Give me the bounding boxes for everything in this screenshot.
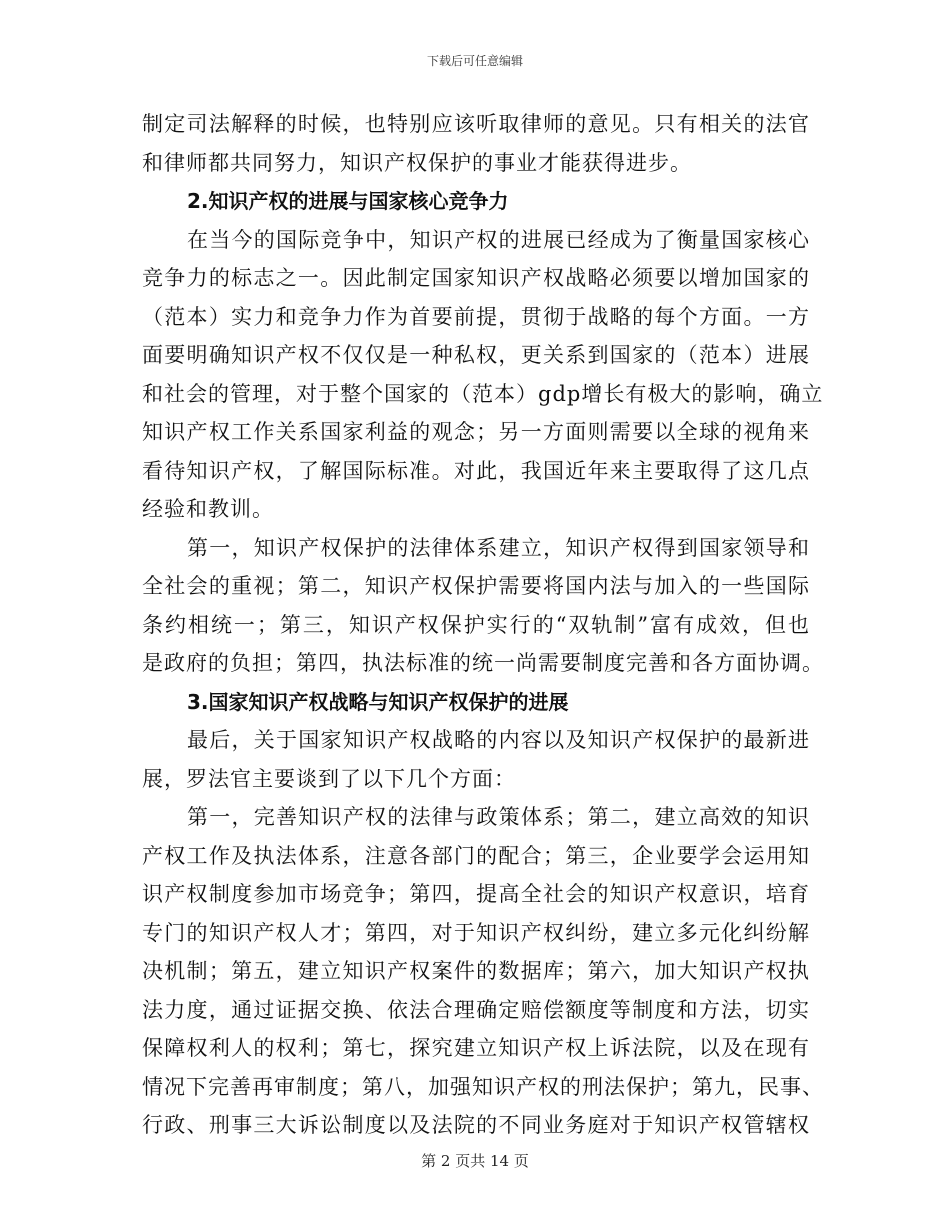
paragraph-line: 竞争力的标志之一。因此制定国家知识产权战略必须要以增加国家的 [142, 266, 810, 290]
paragraph-line: 产权工作及执法体系，注意各部门的配合；第三，企业要学会运用知 [142, 843, 810, 868]
document-body [142, 105, 824, 1145]
paragraph-line: 在当今的国际竞争中，知识产权的进展已经成为了衡量国家核心 [187, 227, 810, 252]
paragraph-line: 第一，完善知识产权的法律与政策体系；第二，建立高效的知识 [187, 805, 810, 829]
paragraph-line: 看待知识产权，了解国际标准。对此，我国近年来主要取得了这几点 [142, 458, 810, 483]
page-number: 第 2 页共 14 页 [421, 1152, 529, 1170]
paragraph-line: 全社会的重视；第二，知识产权保护需要将国内法与加入的一些国际 [142, 574, 810, 598]
paragraph-line: 展，罗法官主要谈到了以下几个方面： [142, 766, 516, 791]
paragraph-line: 决机制；第五，建立知识产权案件的数据库；第六，加大知识产权执 [142, 959, 810, 983]
paragraph-line: 最后，关于国家知识产权战略的内容以及知识产权保护的最新进 [187, 728, 810, 752]
paragraph-line: 情况下完善再审制度；第八，加强知识产权的刑法保护；第九，民事、 [142, 1074, 824, 1099]
paragraph-line: 是政府的负担；第四，执法标准的统一尚需要制度完善和各方面协调。 [142, 651, 824, 675]
paragraph-line: 和律师都共同努力，知识产权保护的事业才能获得进步。 [142, 150, 692, 175]
paragraph-line: 保障权利人的权利；第七，探究建立知识产权上诉法院，以及在现有 [142, 1036, 810, 1060]
section-heading: 2.知识产权的进展与国家核心竞争力 [187, 189, 509, 213]
paragraph-line: 行政、刑事三大诉讼制度以及法院的不同业务庭对于知识产权管辖权 [142, 1113, 810, 1137]
paragraph-line: 和社会的管理，对于整个国家的（范本）gdp增长有极大的影响，确立 [142, 381, 824, 406]
paragraph-line: 知识产权工作关系国家利益的观念；另一方面则需要以全球的视角来 [142, 420, 810, 444]
paragraph-line: 经验和教训。 [142, 497, 274, 521]
paragraph-line: 法力度，通过证据交换、依法合理确定赔偿额度等制度和方法，切实 [142, 997, 810, 1022]
section-heading: 3.国家知识产权战略与知识产权保护的进展 [187, 689, 569, 714]
paragraph-line: 专门的知识产权人才；第四，对于知识产权纠纷，建立多元化纠纷解 [142, 920, 810, 945]
paragraph-line: 识产权制度参加市场竞争；第四，提高全社会的知识产权意识，培育 [142, 882, 810, 906]
paragraph-line: 第一，知识产权保护的法律体系建立，知识产权得到国家领导和 [187, 535, 810, 560]
paragraph-line: 制定司法解释的时候，也特别应该听取律师的意见。只有相关的法官 [142, 112, 810, 136]
paragraph-line: 条约相统一；第三，知识产权保护实行的“双轨制”富有成效，但也 [142, 612, 810, 637]
page-header: 下载后可任意编辑 [426, 54, 523, 68]
paragraph-line: 面要明确知识产权不仅仅是一种私权，更关系到国家的（范本）进展 [142, 343, 810, 367]
paragraph-line: （范本）实力和竞争力作为首要前提，贯彻于战略的每个方面。一方 [142, 304, 810, 329]
